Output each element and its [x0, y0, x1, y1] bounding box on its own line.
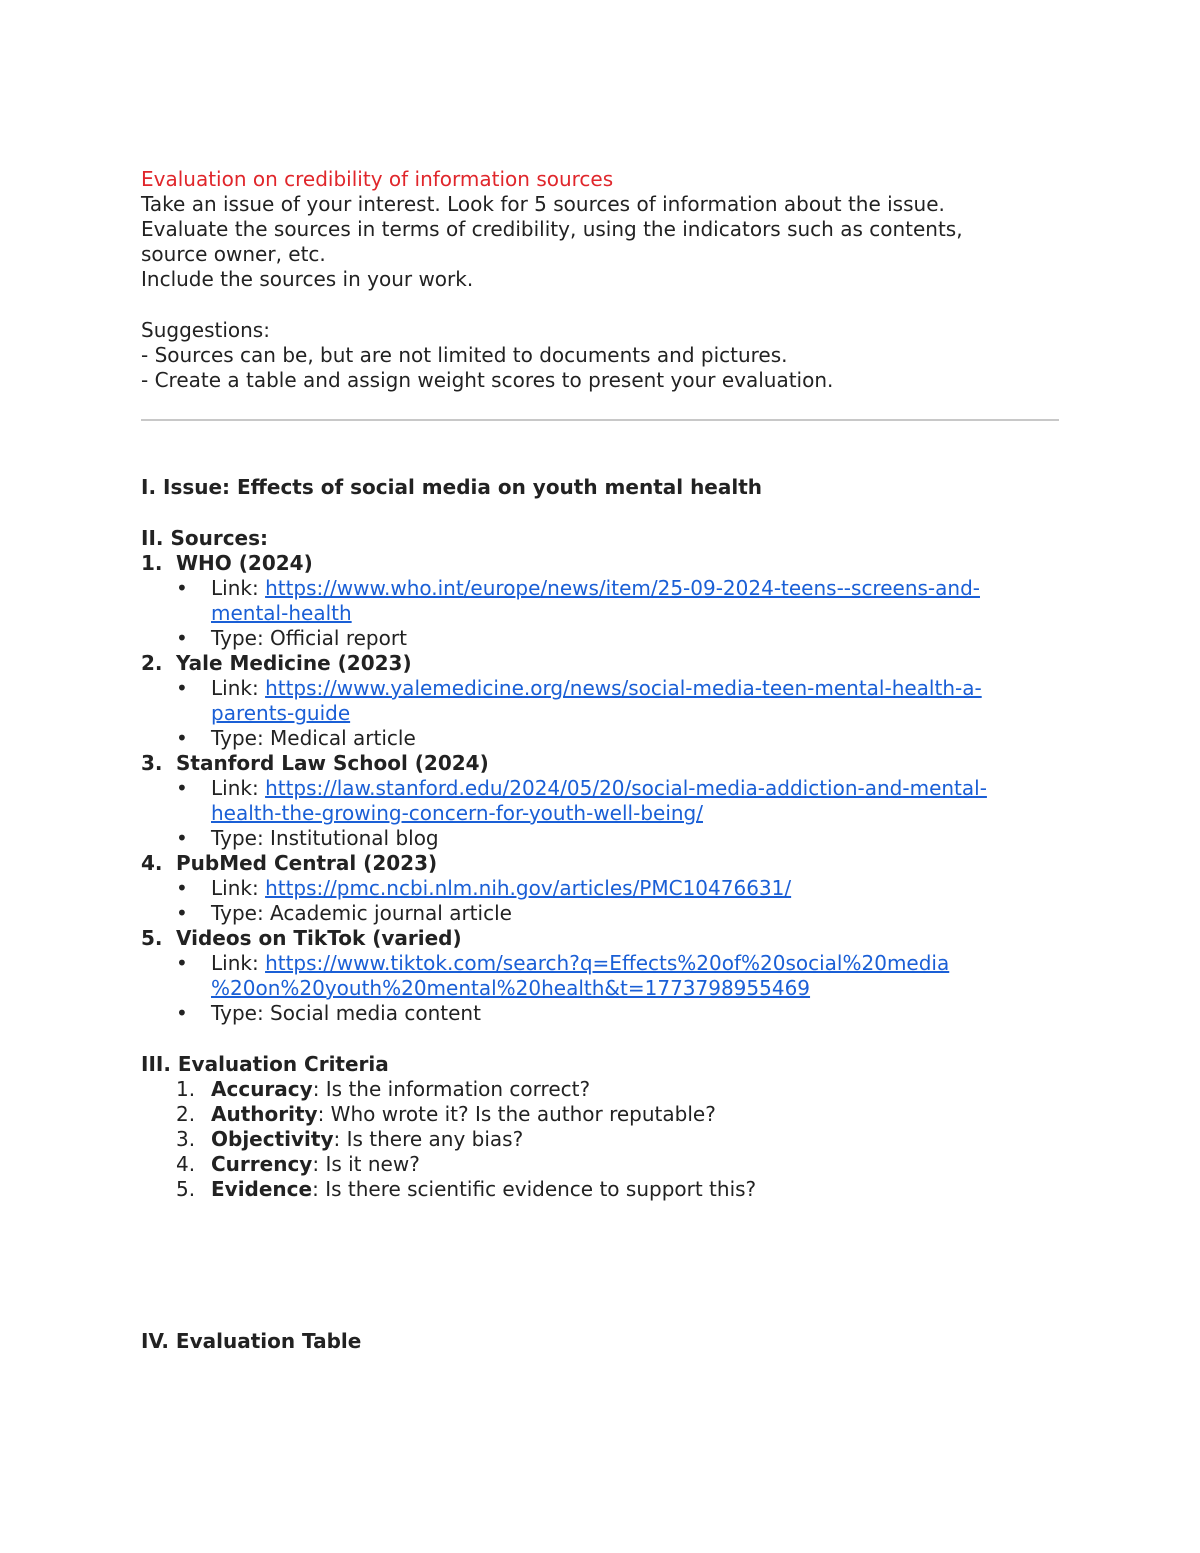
instruction-line-4: Include the sources in your work. [141, 267, 474, 291]
criterion-description: : Who wrote it? Is the author reputable? [317, 1102, 716, 1126]
source-link-continuation [141, 801, 1059, 826]
source-link-row [141, 876, 1059, 901]
criterion-item [141, 1102, 1059, 1127]
suggestion-2: - Create a table and assign weight scores to present your evaluation. [141, 368, 834, 392]
source-type: Institutional blog [270, 826, 439, 850]
link-label: Link: [211, 576, 266, 600]
source-type-row [141, 726, 1059, 751]
suggestion-1: - Sources can be, but are not limited to documents and pictures. [141, 343, 788, 367]
link-label: Link: [211, 876, 266, 900]
source-link-row [141, 951, 1059, 976]
evaluation-table-heading: IV. Evaluation Table [141, 1329, 362, 1353]
bullet-icon: • [176, 726, 188, 750]
criterion-term: Evidence [211, 1177, 313, 1201]
source-type: Medical article [270, 726, 416, 750]
link-label: Link: [211, 951, 266, 975]
source-heading [141, 551, 1059, 576]
source-number: 1. [141, 551, 163, 575]
source-url[interactable]: https://www.yalemedicine.org/news/social-media-teen-mental-health-a- [265, 676, 982, 700]
source-name: Videos on TikTok (varied) [176, 926, 462, 950]
source-heading [141, 751, 1059, 776]
type-label: Type: [211, 626, 271, 650]
criterion-number: 3. [176, 1127, 196, 1151]
issue-heading: I. Issue: Effects of social media on youth mental health [141, 475, 763, 499]
bullet-icon: • [176, 1001, 188, 1025]
criterion-number: 5. [176, 1177, 196, 1201]
bullet-icon: • [176, 626, 188, 650]
bullet-icon: • [176, 676, 188, 700]
bullet-icon: • [176, 826, 188, 850]
type-label: Type: [211, 726, 271, 750]
criterion-description: : Is there any bias? [333, 1127, 524, 1151]
source-url-continued[interactable]: health-the-growing-concern-for-youth-well-being/ [211, 801, 703, 825]
criterion-description: : Is there scientific evidence to support this? [312, 1177, 757, 1201]
criterion-item [141, 1077, 1059, 1102]
criterion-item [141, 1177, 1059, 1202]
source-heading [141, 651, 1059, 676]
source-link-continuation [141, 701, 1059, 726]
source-number: 2. [141, 651, 163, 675]
source-name: Stanford Law School (2024) [176, 751, 489, 775]
instruction-line-1: Take an issue of your interest. Look for 5 sources of information about the issue. [141, 192, 945, 216]
suggestions-label: Suggestions: [141, 318, 270, 342]
criterion-term: Authority [211, 1102, 318, 1126]
assignment-title: Evaluation on credibility of information sources [141, 167, 614, 191]
source-type-row [141, 626, 1059, 651]
source-link-row [141, 576, 1059, 601]
bullet-icon: • [176, 876, 188, 900]
source-url[interactable]: https://law.stanford.edu/2024/05/20/social-media-addiction-and-mental- [265, 776, 987, 800]
sources-list [141, 551, 1059, 1026]
criterion-description: : Is the information correct? [312, 1077, 591, 1101]
link-label: Link: [211, 776, 266, 800]
type-label: Type: [211, 1001, 271, 1025]
source-type: Official report [270, 626, 407, 650]
source-type: Social media content [270, 1001, 481, 1025]
source-name: WHO (2024) [176, 551, 313, 575]
instruction-line-3: source owner, etc. [141, 242, 326, 266]
link-label: Link: [211, 676, 266, 700]
source-heading [141, 851, 1059, 876]
source-url-continued[interactable]: %20on%20youth%20mental%20health&t=1773798955469 [211, 976, 811, 1000]
source-url[interactable]: https://www.who.int/europe/news/item/25-09-2024-teens--screens-and- [265, 576, 980, 600]
sources-heading: II. Sources: [141, 526, 269, 550]
bullet-icon: • [176, 576, 188, 600]
criterion-term: Currency [211, 1152, 313, 1176]
source-number: 3. [141, 751, 163, 775]
criterion-item [141, 1127, 1059, 1152]
source-type: Academic journal article [270, 901, 512, 925]
horizontal-divider [141, 419, 1059, 421]
source-url-continued[interactable]: mental-health [211, 601, 352, 625]
source-type-row [141, 1001, 1059, 1026]
bullet-icon: • [176, 776, 188, 800]
source-name: Yale Medicine (2023) [176, 651, 412, 675]
bullet-icon: • [176, 951, 188, 975]
source-url-continued[interactable]: parents-guide [211, 701, 351, 725]
source-link-row [141, 676, 1059, 701]
source-link-continuation [141, 601, 1059, 626]
criterion-number: 2. [176, 1102, 196, 1126]
criteria-list [141, 1077, 1059, 1202]
criterion-term: Accuracy [211, 1077, 313, 1101]
criterion-number: 4. [176, 1152, 196, 1176]
source-type-row [141, 826, 1059, 851]
type-label: Type: [211, 901, 271, 925]
source-type-row [141, 901, 1059, 926]
source-heading [141, 926, 1059, 951]
source-url[interactable]: https://www.tiktok.com/search?q=Effects%20of%20social%20media [265, 951, 950, 975]
criteria-heading: III. Evaluation Criteria [141, 1052, 389, 1076]
source-link-continuation [141, 976, 1059, 1001]
criterion-description: : Is it new? [312, 1152, 420, 1176]
source-name: PubMed Central (2023) [176, 851, 438, 875]
source-url[interactable]: https://pmc.ncbi.nlm.nih.gov/articles/PMC10476631/ [265, 876, 792, 900]
instruction-line-2: Evaluate the sources in terms of credibility, using the indicators such as contents, [141, 217, 963, 241]
type-label: Type: [211, 826, 271, 850]
criterion-term: Objectivity [211, 1127, 334, 1151]
criterion-number: 1. [176, 1077, 196, 1101]
source-link-row [141, 776, 1059, 801]
document-page [141, 167, 1059, 1354]
source-number: 4. [141, 851, 163, 875]
bullet-icon: • [176, 901, 188, 925]
source-number: 5. [141, 926, 163, 950]
criterion-item [141, 1152, 1059, 1177]
